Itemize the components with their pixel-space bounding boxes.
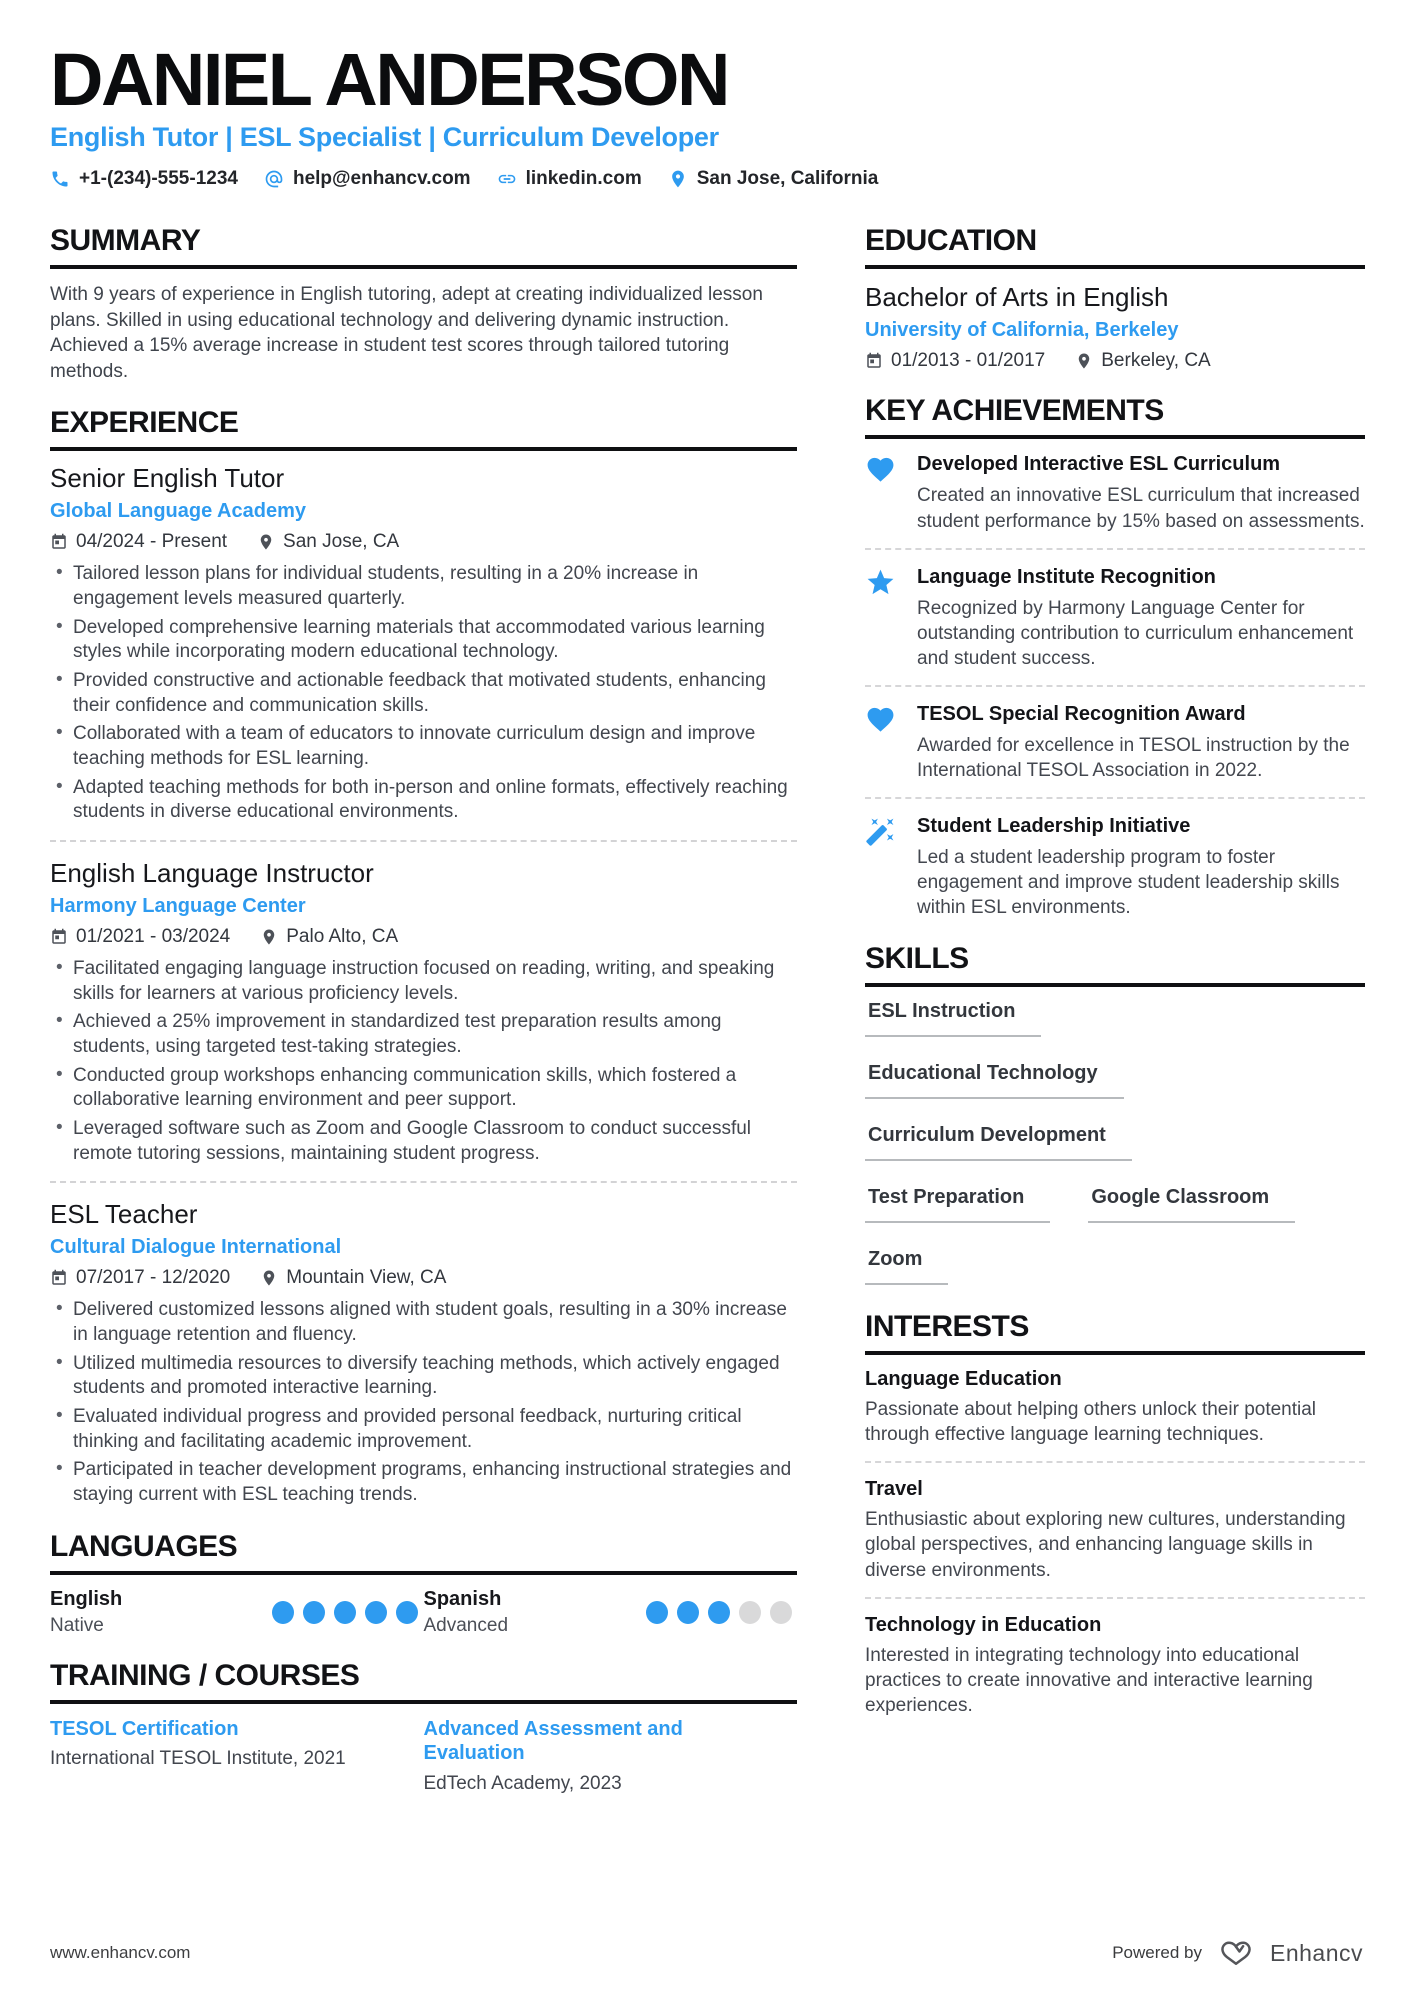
education-dates-text: 01/2013 - 01/2017 (891, 350, 1046, 372)
site-link[interactable]: www.enhancv.com (50, 1943, 191, 1962)
job-separator (50, 840, 797, 842)
language-info (424, 1588, 646, 1637)
language-level: Advanced (423, 1614, 509, 1636)
calendar-icon (50, 533, 68, 551)
achievement-entry (865, 565, 1365, 671)
email-address: help@enhancv.com (292, 168, 471, 190)
left-column (50, 224, 797, 1816)
job-bullet: • Delivered customized lessons aligned with student goals, resulting in a 30% increase in language retention and fluency. (50, 1298, 797, 1347)
job-meta (50, 531, 797, 553)
location-text: San Jose, California (696, 168, 879, 190)
achievement-title: Language Institute Recognition (917, 565, 1216, 588)
content-columns (50, 224, 1365, 1816)
language-name: English (50, 1587, 123, 1610)
candidate-name: DANIEL ANDERSON (50, 38, 728, 121)
achievement-text: Led a student leadership program to foster engagement and improve student leadership skills within ESL environments. (917, 847, 1340, 919)
achievements-heading: KEY ACHIEVEMENTS (865, 394, 1365, 439)
language-entry (50, 1588, 424, 1637)
phone-icon (50, 169, 70, 189)
heart-icon (865, 704, 896, 735)
job-dates (50, 531, 227, 553)
job-bullet: • Utilized multimedia resources to diversify teaching methods, which actively engaged students and promoted interactive learning. (50, 1352, 797, 1401)
job-dates (50, 1267, 230, 1289)
job-bullet: • Participated in teacher development programs, enhancing instructional strategies and staying current with ESL teaching trends. (50, 1458, 797, 1507)
achievement-title: TESOL Special Recognition Award (917, 702, 1246, 725)
job-bullets (50, 562, 797, 825)
skill-row (865, 1248, 1365, 1285)
training-section (50, 1659, 797, 1795)
achievement-body (917, 452, 1365, 533)
enhancv-brand-name: Enhancv (1269, 1939, 1363, 1966)
education-section (865, 224, 1365, 372)
proficiency-dot (303, 1601, 325, 1624)
location-pin-icon (668, 169, 688, 189)
education-location-text: Berkeley, CA (1101, 350, 1211, 372)
languages-heading: LANGUAGES (50, 1530, 797, 1575)
star-icon (865, 567, 896, 598)
courses-list (50, 1717, 797, 1795)
footer (50, 1939, 1363, 1967)
proficiency-dot (770, 1601, 792, 1624)
job-title: English Language Instructor (50, 858, 374, 889)
contact-row (50, 168, 1365, 190)
course-org: EdTech Academy, 2023 (423, 1772, 622, 1794)
phone-contact (50, 168, 238, 190)
summary-heading: SUMMARY (50, 224, 797, 269)
proficiency-dot (739, 1601, 761, 1624)
skill-item: Curriculum Development (865, 1124, 1132, 1161)
candidate-headline: English Tutor | ESL Specialist | Curriculum Developer (50, 122, 719, 153)
skill-row (865, 1062, 1365, 1099)
linkedin-contact[interactable] (497, 168, 642, 190)
languages-section (50, 1530, 797, 1637)
achievement-separator (865, 797, 1365, 799)
calendar-icon (50, 928, 68, 946)
job-bullet: • Adapted teaching methods for both in-person and online formats, effectively reaching students in diverse educational environments. (50, 776, 797, 825)
job-bullet: • Collaborated with a team of educators to innovate curriculum design and improve teaching methods for ESL learning. (50, 722, 797, 771)
proficiency-dot (334, 1601, 356, 1624)
interest-separator (865, 1597, 1365, 1599)
job-title: ESL Teacher (50, 1199, 198, 1230)
job-bullet: • Provided constructive and actionable feedback that motivated students, enhancing their confidence and communication skills. (50, 669, 797, 718)
skill-item: Google Classroom (1088, 1186, 1295, 1223)
magic-wand-icon (865, 816, 896, 847)
linkedin-url: linkedin.com (525, 168, 642, 190)
job-dates-text: 01/2021 - 03/2024 (76, 925, 231, 947)
proficiency-dot (677, 1601, 699, 1624)
interest-separator (865, 1461, 1365, 1463)
job-company: Cultural Dialogue International (50, 1236, 342, 1259)
job-entry (50, 1200, 797, 1507)
achievement-text: Created an innovative ESL curriculum that increased student performance by 15% based on assessments. (917, 485, 1365, 532)
experience-heading: EXPERIENCE (50, 406, 797, 451)
interest-title: Technology in Education (865, 1613, 1102, 1636)
phone-number: +1-(234)-555-1234 (79, 168, 238, 190)
course-entry (50, 1717, 424, 1795)
achievement-text: Recognized by Harmony Language Center for outstanding contribution to curriculum enhancement and student success. (917, 597, 1354, 669)
interest-text: Passionate about helping others unlock their potential through effective language learning techniques. (865, 1399, 1317, 1446)
skill-row (865, 1186, 1365, 1223)
experience-section (50, 406, 797, 1508)
location-pin-icon (257, 533, 275, 551)
job-bullet: • Tailored lesson plans for individual students, resulting in a 20% increase in engagement levels measured quarterly. (50, 562, 797, 611)
job-dates-text: 07/2017 - 12/2020 (76, 1267, 231, 1289)
heart-icon (865, 454, 896, 485)
skill-item: Educational Technology (865, 1062, 1124, 1099)
job-bullets (50, 1298, 797, 1508)
skills-section (865, 942, 1365, 1285)
summary-section (50, 224, 797, 384)
job-bullet: • Leveraged software such as Zoom and Google Classroom to conduct successful remote tutoring sessions, maintaining student progress. (50, 1117, 797, 1166)
calendar-icon (865, 352, 883, 370)
job-location-text: Palo Alto, CA (286, 925, 399, 947)
job-separator (50, 1181, 797, 1183)
summary-text: With 9 years of experience in English tutoring, adept at creating individualized lesson plans. Skilled in using educational technology and delivering dynamic instruction. Achieved a 15% average increase in student test scores through tailored tutoring methods. (50, 284, 763, 382)
job-bullet: • Developed comprehensive learning materials that accommodated various learning styles while incorporating modern educational technology. (50, 616, 797, 665)
course-org: International TESOL Institute, 2021 (50, 1748, 346, 1770)
skill-item: ESL Instruction (865, 1000, 1041, 1037)
job-meta (50, 1267, 797, 1289)
job-bullet: • Conducted group workshops enhancing communication skills, which fostered a collaborative learning environment and peer support. (50, 1064, 797, 1113)
training-heading: TRAINING / COURSES (50, 1659, 797, 1704)
calendar-icon (50, 1269, 68, 1287)
job-company: Harmony Language Center (50, 894, 306, 917)
right-column (865, 224, 1365, 1816)
achievement-body (917, 565, 1365, 671)
achievement-body (917, 702, 1365, 783)
skill-item: Zoom (865, 1248, 948, 1285)
interest-title: Travel (865, 1478, 923, 1501)
degree: Bachelor of Arts in English (865, 282, 1169, 313)
skills-heading: SKILLS (865, 942, 1365, 987)
achievement-entry (865, 702, 1365, 783)
job-bullets (50, 957, 797, 1167)
achievement-entry (865, 452, 1365, 533)
proficiency-dot (396, 1601, 418, 1624)
skill-row (865, 1124, 1365, 1161)
powered-by[interactable] (1112, 1939, 1363, 1967)
education-dates (865, 350, 1045, 372)
job-bullet: • Evaluated individual progress and provided personal feedback, nurturing critical thinking and facilitating academic improvement. (50, 1405, 797, 1454)
course-entry (424, 1717, 798, 1795)
powered-by-label: Powered by (1112, 1943, 1202, 1962)
achievements-section (865, 394, 1365, 920)
location-pin-icon (1075, 352, 1093, 370)
proficiency-dot (646, 1601, 668, 1624)
school: University of California, Berkeley (865, 319, 1179, 342)
interests-section (865, 1310, 1365, 1718)
proficiency-dot (365, 1601, 387, 1624)
achievement-entry (865, 814, 1365, 920)
proficiency-dots (646, 1601, 792, 1624)
languages-list (50, 1588, 797, 1637)
achievement-title: Developed Interactive ESL Curriculum (917, 453, 1281, 476)
skill-row (865, 1000, 1365, 1037)
enhancv-logo-icon (1216, 1939, 1256, 1967)
proficiency-dots (272, 1601, 418, 1624)
education-meta (865, 350, 1365, 372)
achievement-separator (865, 685, 1365, 687)
skill-item: Test Preparation (865, 1186, 1050, 1223)
job-bullet: • Achieved a 25% improvement in standardized test preparation results among students, using targeted test-taking strategies. (50, 1010, 797, 1059)
link-icon (497, 169, 517, 189)
job-bullet: • Facilitated engaging language instruction focused on reading, writing, and speaking skills for learners at various proficiency levels. (50, 957, 797, 1006)
interest-entry (865, 1478, 1365, 1582)
proficiency-dot (272, 1601, 294, 1624)
at-icon (264, 169, 284, 189)
job-location (260, 1267, 446, 1289)
job-company: Global Language Academy (50, 500, 306, 523)
language-info (50, 1588, 272, 1637)
interest-text: Enthusiastic about exploring new cultures, understanding global perspectives, and enhancing language skills in diverse environments. (865, 1509, 1346, 1581)
interests-heading: INTERESTS (865, 1310, 1365, 1355)
job-meta (50, 926, 797, 948)
job-entry (50, 464, 797, 825)
job-location-text: San Jose, CA (283, 531, 400, 553)
achievement-body (917, 814, 1365, 920)
job-entry (50, 859, 797, 1166)
job-location-text: Mountain View, CA (286, 1267, 447, 1289)
education-heading: EDUCATION (865, 224, 1365, 269)
job-dates-text: 04/2024 - Present (76, 531, 228, 553)
location-contact (668, 168, 879, 190)
job-dates (50, 926, 230, 948)
email-contact[interactable] (264, 168, 471, 190)
proficiency-dot (708, 1601, 730, 1624)
location-pin-icon (260, 928, 278, 946)
education-location (1075, 350, 1210, 372)
course-title: Advanced Assessment and Evaluation (423, 1717, 683, 1765)
interest-title: Language Education (865, 1368, 1062, 1391)
job-location (257, 531, 399, 553)
achievement-text: Awarded for excellence in TESOL instruction by the International TESOL Association in 2022. (917, 734, 1350, 781)
interest-entry (865, 1614, 1365, 1718)
language-entry (424, 1588, 798, 1637)
language-level: Native (50, 1614, 104, 1636)
language-name: Spanish (423, 1587, 502, 1610)
header (50, 38, 1365, 190)
job-title: Senior English Tutor (50, 463, 285, 494)
course-title: TESOL Certification (50, 1717, 239, 1740)
job-location (260, 926, 398, 948)
interest-text: Interested in integrating technology into educational practices to create innovative and interactive learning experiences. (865, 1644, 1313, 1716)
achievement-title: Student Leadership Initiative (917, 815, 1191, 838)
location-pin-icon (260, 1269, 278, 1287)
interest-entry (865, 1368, 1365, 1447)
achievement-separator (865, 548, 1365, 550)
